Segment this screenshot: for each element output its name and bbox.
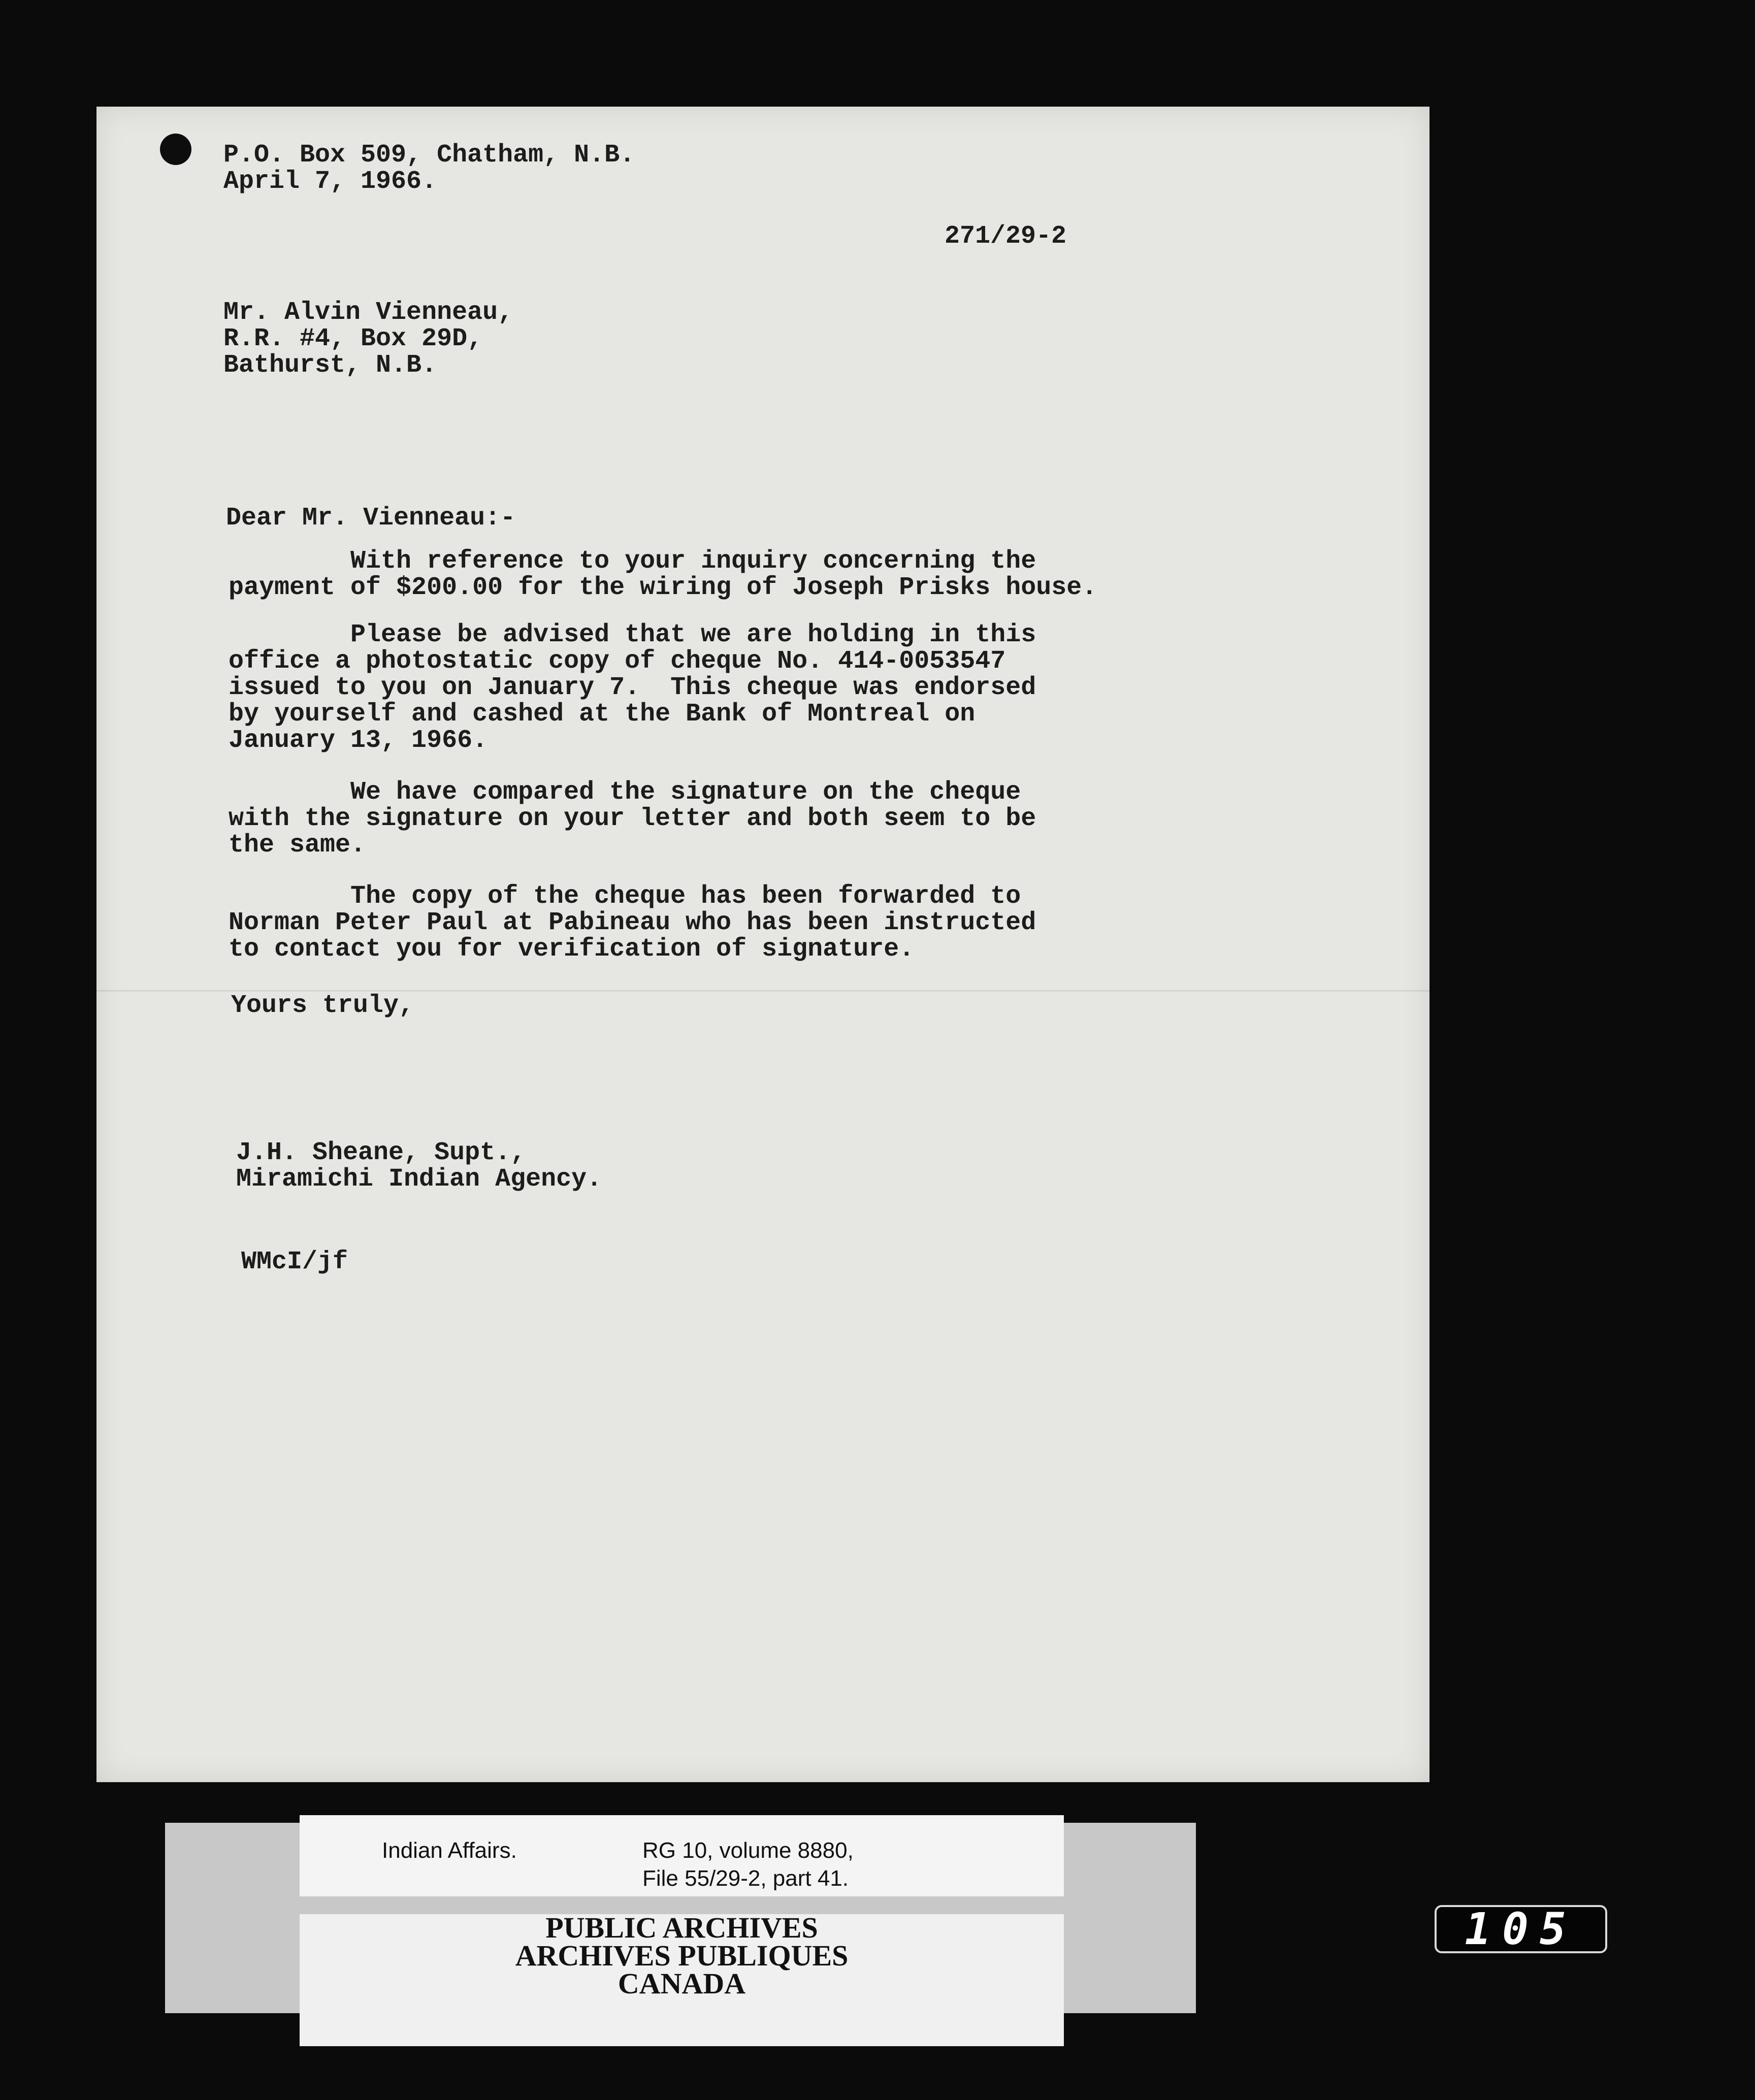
body-paragraph-1: With reference to your inquiry concerning the payment of $200.00 for the wiring of Joseph Prisks house. [229,547,1097,602]
record-group-label: RG 10, volume 8880, [642,1838,854,1863]
body-paragraph-4: The copy of the cheque has been forwarded to Norman Peter Paul at Pabineau who has been instructed to contact you for verification of signature. [229,882,1036,964]
body-paragraph-2: Please be advised that we are holding in this office a photostatic copy of cheque No. 414-0053547 issued to you on January 7. This cheque was endorsed by yourself and cashed at the Bank of Montreal on January 13, 1966. [229,620,1036,755]
signer-office: Miramichi Indian Agency. [236,1165,602,1194]
recipient-route: R.R. #4, Box 29D, [223,324,483,353]
salutation: Dear Mr. Vienneau:- [226,504,516,533]
file-part-label: File 55/29-2, part 41. [642,1866,849,1891]
signer-name: J.H. Sheane, Supt., [236,1138,526,1167]
recipient-name: Mr. Alvin Vienneau, [223,298,513,327]
body-paragraph-3: We have compared the signature on the cheque with the signature on your letter and both seem to be the same. [229,778,1036,860]
sender-line-1: P.O. Box 509, Chatham, N.B. [223,141,635,170]
file-reference: 271/29-2 [945,222,1067,251]
archives-country: CANADA [618,1967,746,2000]
department-label: Indian Affairs. [382,1838,517,1863]
closing: Yours truly, [231,991,414,1020]
letter-date: April 7, 1966. [223,167,437,196]
typist-initials: WMcI/jf [241,1248,348,1276]
sender-address [223,142,635,195]
recipient-town: Bathurst, N.B. [223,351,437,380]
frame-number: 105 [1465,1904,1577,1955]
recipient-address [223,300,513,379]
punch-hole [160,134,191,165]
signature-block [236,1140,602,1193]
archives-title-en: PUBLIC ARCHIVES [545,1911,818,1944]
archives-title-fr: ARCHIVES PUBLIQUES [515,1939,849,1972]
